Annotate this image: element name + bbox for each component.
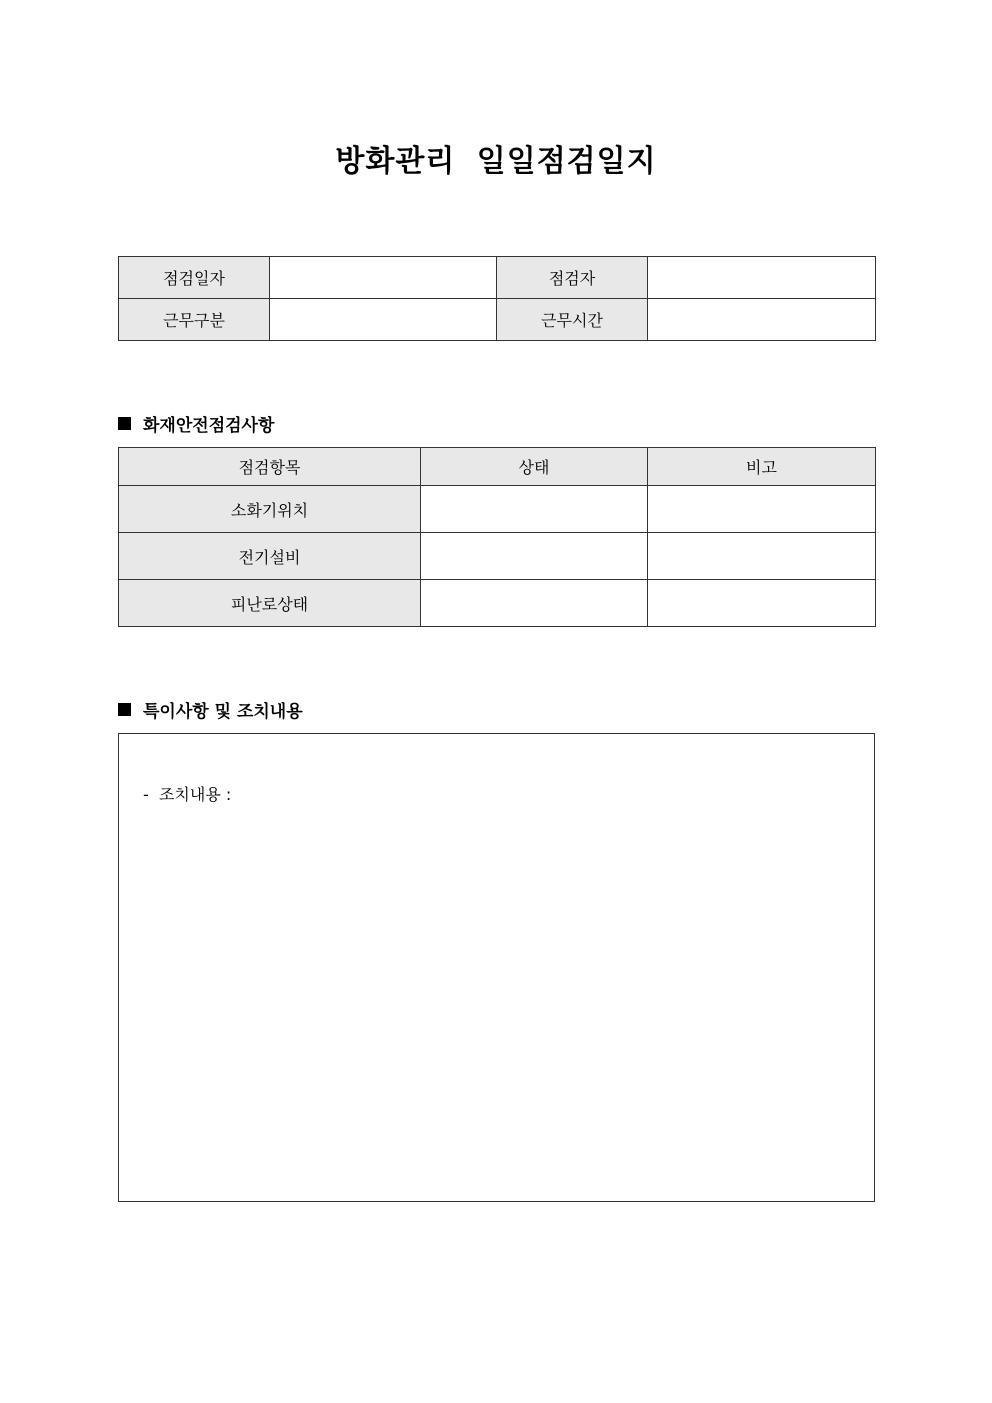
inspection-date-label: 점검일자: [119, 257, 270, 299]
check-remarks-field[interactable]: [648, 580, 876, 627]
table-row: [119, 486, 876, 533]
check-status-field[interactable]: [421, 580, 648, 627]
inspector-label: 점검자: [497, 257, 648, 299]
work-hours-label: 근무시간: [497, 299, 648, 341]
check-remarks-field[interactable]: [648, 533, 876, 580]
check-item-label: 전기설비: [119, 533, 421, 580]
table-row: [119, 299, 876, 341]
column-header-remarks: 비고: [648, 448, 876, 486]
fire-safety-heading-text: 화재안전점검사항: [143, 416, 275, 436]
column-header-status: 상태: [421, 448, 648, 486]
square-bullet-icon: [118, 703, 131, 716]
work-type-label: 근무구분: [119, 299, 270, 341]
table-row: [119, 580, 876, 627]
fire-safety-checklist-table: [118, 447, 876, 627]
table-row: [119, 533, 876, 580]
fire-safety-heading: [118, 411, 274, 436]
table-row: [119, 257, 876, 299]
notes-heading-text: 특이사항 및 조치내용: [143, 702, 303, 722]
work-type-field[interactable]: [270, 299, 497, 341]
work-hours-field[interactable]: [648, 299, 876, 341]
inspection-info-table: [118, 256, 876, 341]
square-bullet-icon: [118, 417, 131, 430]
check-item-label: 소화기위치: [119, 486, 421, 533]
page-title: 방화관리 일일점검일지: [335, 144, 657, 179]
column-header-item: 점검항목: [119, 448, 421, 486]
inspector-field[interactable]: [648, 257, 876, 299]
check-status-field[interactable]: [421, 486, 648, 533]
check-item-label: 피난로상태: [119, 580, 421, 627]
check-remarks-field[interactable]: [648, 486, 876, 533]
table-header-row: [119, 448, 876, 486]
action-taken-line: - 조치내용 :: [143, 785, 232, 804]
inspection-date-field[interactable]: [270, 257, 497, 299]
check-status-field[interactable]: [421, 533, 648, 580]
notes-textarea[interactable]: [118, 733, 875, 1202]
notes-heading: [118, 697, 303, 722]
